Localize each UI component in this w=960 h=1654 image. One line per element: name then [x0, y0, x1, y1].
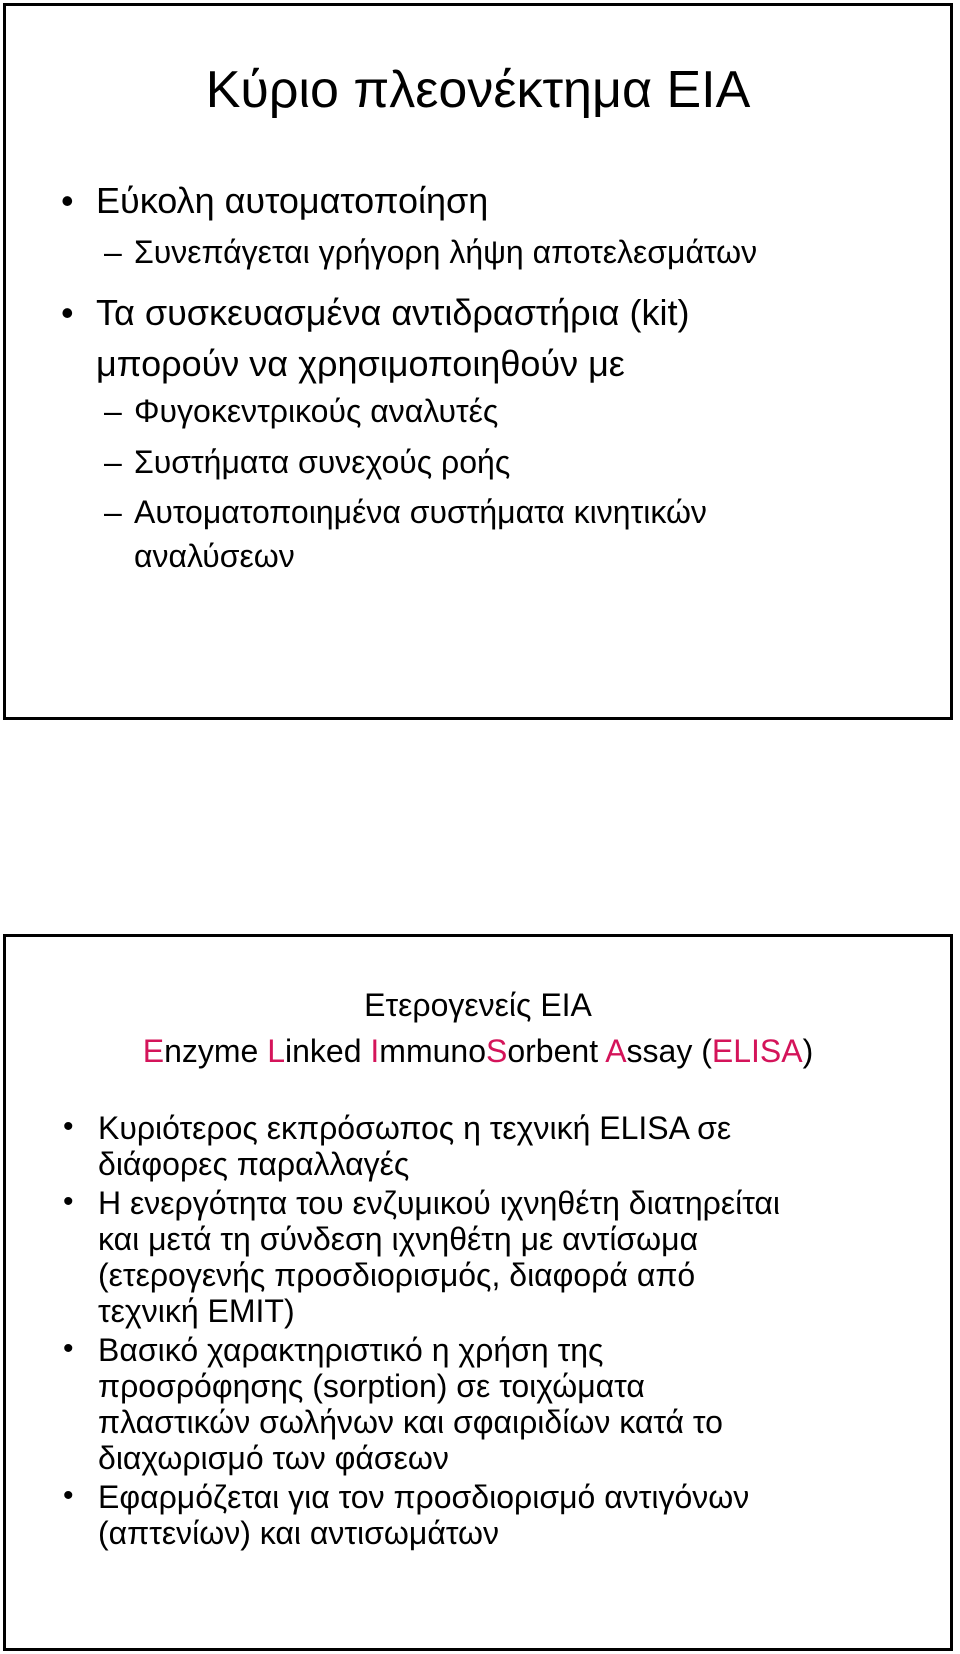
bullet-mark: •: [63, 1185, 74, 1218]
bullet-mark: •: [63, 1332, 74, 1365]
subitem-fast-results: Συνεπάγεται γρήγορη λήψη αποτελεσμάτων: [134, 234, 758, 270]
word-orbent: orbent: [507, 1033, 606, 1069]
text-line: Εφαρμόζεται για τον προσδιορισμό αντιγόνων: [98, 1479, 750, 1515]
text-line: τεχνική EMIT): [98, 1293, 295, 1329]
subitem-kinetic-systems-line-2: αναλύσεων: [134, 538, 295, 574]
bullet-sorption: [98, 1332, 723, 1476]
subitem-continuous-flow: Συστήματα συνεχούς ροής: [134, 444, 511, 480]
bullet-kits-line-2: μπορούν να χρησιμοποιηθούν με: [96, 343, 625, 384]
text-line: Κυριότερος εκπρόσωπος η τεχνική ELISA σε: [98, 1110, 732, 1146]
bullet-mark: •: [63, 1479, 74, 1512]
word-nzyme: nzyme: [164, 1033, 268, 1069]
text-line: (απτενίων) και αντισωμάτων: [98, 1515, 499, 1551]
slide-1-title: Κύριο πλεονέκτημα ΕΙΑ: [205, 61, 751, 119]
slide-2-subtitle: [6, 1035, 950, 1067]
dash-mark: –: [104, 393, 122, 429]
slide-2-title: Ετερογενείς ΕΙΑ: [364, 987, 592, 1023]
acronym-elisa: ELISA: [711, 1033, 803, 1069]
text-line: (ετερογενής προσδιορισμός, διαφορά από: [98, 1257, 696, 1293]
acronym-letter-e: E: [142, 1033, 165, 1069]
bullet-elisa-main: [98, 1110, 731, 1182]
dash-mark: –: [104, 234, 122, 270]
word-ssay: ssay (: [626, 1033, 712, 1069]
bullet-enzyme-activity: [98, 1185, 780, 1329]
bullet-mark: •: [61, 180, 74, 221]
dash-mark: –: [104, 494, 122, 530]
acronym-letter-s: S: [486, 1033, 508, 1069]
subitem-centrifugal-analyzers: Φυγοκεντρικούς αναλυτές: [134, 393, 499, 429]
bullet-kits-line-1: Τα συσκευασμένα αντιδραστήρια (kit): [96, 292, 690, 333]
bullet-mark: •: [61, 292, 74, 333]
slide-2: [3, 934, 953, 1651]
closing-paren: ): [802, 1033, 814, 1069]
acronym-letter-i: I: [370, 1033, 380, 1069]
slide-1: [3, 3, 953, 720]
text-line: πλαστικών σωλήνων και σφαιριδίων κατά το: [98, 1404, 723, 1440]
text-line: Η ενεργότητα του ενζυμικού ιχνηθέτη διατηρείται: [98, 1185, 781, 1221]
word-mmuno: mmuno: [379, 1033, 486, 1069]
acronym-letter-l: L: [267, 1033, 286, 1069]
text-line: και μετά τη σύνδεση ιχνηθέτη με αντίσωμα: [98, 1221, 699, 1257]
bullet-mark: •: [63, 1110, 74, 1143]
bullet-antigen-determination: [98, 1479, 749, 1551]
dash-mark: –: [104, 444, 122, 480]
subitem-kinetic-systems-line-1: Αυτοματοποιημένα συστήματα κινητικών: [134, 494, 707, 530]
text-line: διαχωρισμό των φάσεων: [98, 1440, 449, 1476]
bullet-easy-automation: Εύκολη αυτοματοποίηση: [96, 180, 489, 221]
acronym-letter-a: A: [605, 1033, 627, 1069]
text-line: διάφορες παραλλαγές: [98, 1146, 410, 1182]
word-inked: inked: [285, 1033, 371, 1069]
text-line: Βασικό χαρακτηριστικό η χρήση της: [98, 1332, 604, 1368]
text-line: προσρόφησης (sorption) σε τοιχώματα: [98, 1368, 645, 1404]
